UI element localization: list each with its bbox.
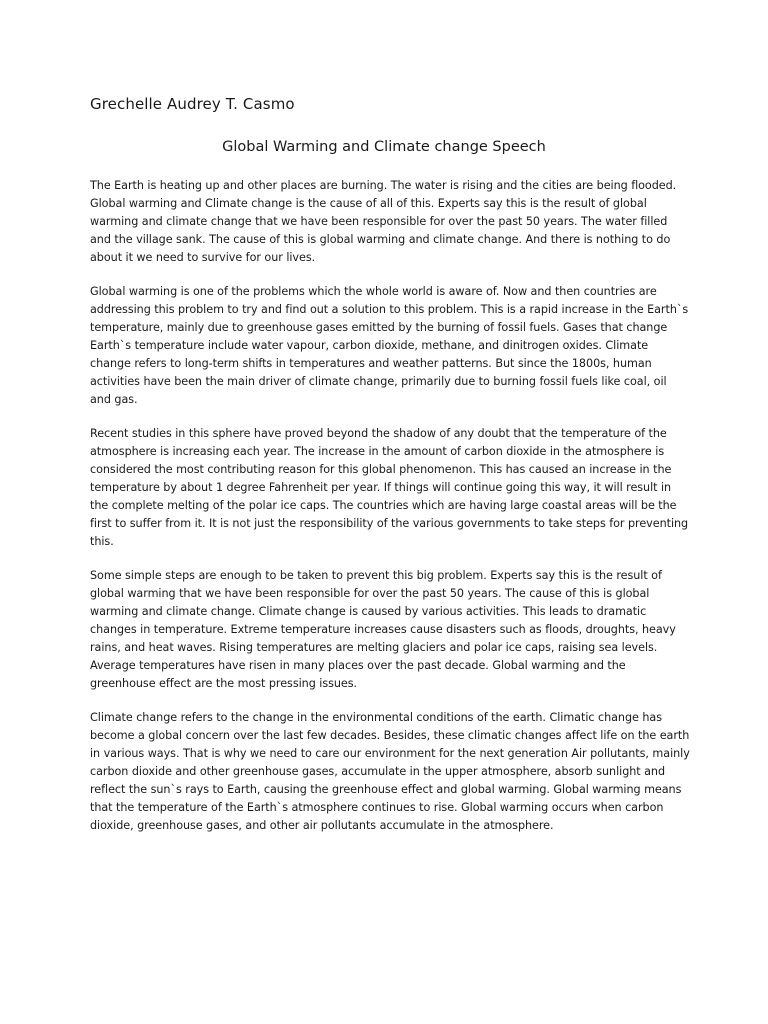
paragraph-3: Recent studies in this sphere have proved beyond the shadow of any doubt that the temperature of the atmosphere is increasing each year. The increase in the amount of carbon dioxide in the atmosphere is considered the most contributing reason for this global phenomenon. This has caused an increase in the temperature by about 1 degree Fahrenheit per year. If things will continue going this way, it will result in the complete melting of the polar ice caps. The countries which are having large coastal areas will be the first to suffer from it. It is not just the responsibility of the various governments to take steps for preventing this. [90,427,689,548]
document-title: Global Warming and Climate change Speech [222,139,546,155]
paragraph-4: Some simple steps are enough to be taken to prevent this big problem. Experts say this is the result of global warming that we have been responsible for over the past 50 years. The cause of this is global warming and climate change. Climate change is caused by various activities. This leads to dramatic changes in temperature. Extreme temperature increases cause disasters such as floods, droughts, heavy rains, and heat waves. Rising temperatures are melting glaciers and polar ice caps, raising sea levels. Average temperatures have risen in many places over the past decade. Global warming and the greenhouse effect are the most pressing issues. [90,569,676,690]
author-name: Grechelle Audrey T. Casmo [90,95,295,113]
paragraph-1: The Earth is heating up and other places are burning. The water is rising and the cities are being flooded. Global warming and Climate change is the cause of all of this. Experts say this is the result of global warming and climate change that we have been responsible for over the past 50 years. The water filled and the village sank. The cause of this is global warming and climate change. And there is nothing to do about it we need to survive for our lives. [90,179,677,264]
paragraph-2: Global warming is one of the problems which the whole world is aware of. Now and then countries are addressing this problem to try and find out a solution to this problem. This is a rapid increase in the Earth`s temperature, mainly due to greenhouse gases emitted by the burning of fossil fuels. Gases that change Earth`s temperature include water vapour, carbon dioxide, methane, and dinitrogen oxides. Climate change refers to long-term shifts in temperatures and weather patterns. But since the 1800s, human activities have been the main driver of climate change, primarily due to burning fossil fuels like coal, oil and gas. [90,285,689,406]
paragraph-5: Climate change refers to the change in the environmental conditions of the earth. Climatic change has become a global concern over the last few decades. Besides, these climatic changes affect life on the earth in various ways. That is why we need to care our environment for the next generation Air pollutants, mainly carbon dioxide and other greenhouse gases, accumulate in the upper atmosphere, absorb sunlight and reflect the sun`s rays to Earth, causing the greenhouse effect and global warming. Global warming means that the temperature of the Earth`s atmosphere continues to rise. Global warming occurs when carbon dioxide, greenhouse gases, and other air pollutants accumulate in the atmosphere. [90,711,690,832]
document-body [90,177,690,851]
